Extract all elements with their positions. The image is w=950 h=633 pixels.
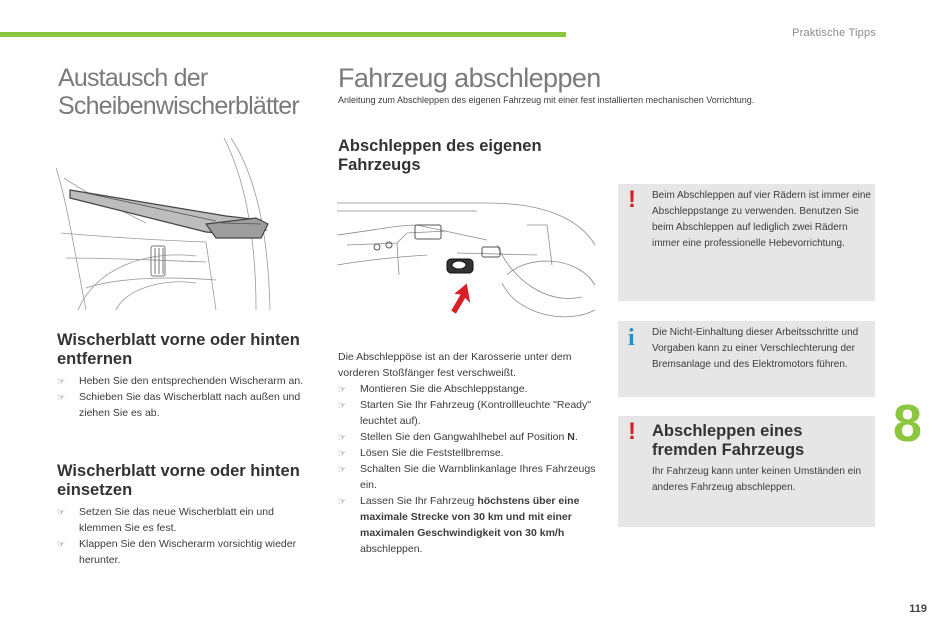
pointing-hand-icon: ☞ xyxy=(338,464,347,474)
header-accent-bar xyxy=(0,32,566,37)
tow-own-vehicle-body xyxy=(338,349,603,557)
warning-box-four-wheels xyxy=(618,184,875,301)
warning-exclamation-icon: ! xyxy=(628,418,636,445)
towing-intro: Anleitung zum Abschleppen des eigenen Fahrzeug mit einer fest installierten mechanischen Vorrichtung. xyxy=(338,95,755,105)
remove-wiper-heading: Wischerblatt vorne oder hinten entfernen xyxy=(57,331,300,368)
list-item: ☞ Schieben Sie das Wischerblatt nach außen und ziehen Sie es ab. xyxy=(57,391,301,419)
remove-wiper-steps xyxy=(57,373,312,421)
list-item: ☞ Lösen Sie die Feststellbremse. xyxy=(338,447,504,459)
info-box-procedure xyxy=(618,321,875,397)
pointing-hand-icon: ☞ xyxy=(338,432,347,442)
tow-eye-illustration xyxy=(337,185,597,325)
wiper-illustration xyxy=(56,138,272,310)
pointing-hand-icon: ☞ xyxy=(338,384,347,394)
list-item: ☞ Montieren Sie die Abschleppstange. xyxy=(338,383,528,395)
list-item: ☞ Stellen Sie den Gangwahlhebel auf Position N. xyxy=(338,431,578,443)
tow-own-vehicle-steps xyxy=(338,381,603,557)
pointing-hand-icon: ☞ xyxy=(338,448,347,458)
warning-text: Beim Abschleppen auf vier Rädern ist immer eine Abschleppstange zu verwenden. Benutzen Sie beim Abschleppen auf lediglich zwei Rädern immer eine professionelle Hebevorrichtung. xyxy=(652,190,871,249)
warning-exclamation-icon: ! xyxy=(628,186,636,213)
pointing-hand-icon: ☞ xyxy=(338,400,347,410)
chapter-number: 8 xyxy=(893,395,922,453)
wiper-section-title: Austausch der Scheibenwischerblätter xyxy=(58,64,299,120)
list-item: ☞ Heben Sie den entsprechenden Wischerarm an. xyxy=(57,375,304,387)
warning-box-towing-other xyxy=(618,416,875,527)
insert-wiper-heading: Wischerblatt vorne oder hinten einsetzen xyxy=(57,462,300,499)
towing-section-title: Fahrzeug abschleppen xyxy=(338,63,601,93)
pointing-hand-icon: ☞ xyxy=(57,539,66,549)
page-number: 119 xyxy=(909,603,927,615)
list-item: ☞ Starten Sie Ihr Fahrzeug (Kontrollleuchte "Ready" leuchtet auf). xyxy=(338,399,591,427)
info-text: Die Nicht-Einhaltung dieser Arbeitsschritte und Vorgaben kann zu einer Verschlechterung der Bremsanlage und des Elektromotors führen. xyxy=(652,327,859,370)
list-item: ☞ Setzen Sie das neue Wischerblatt ein und klemmen Sie es fest. xyxy=(57,506,274,534)
insert-wiper-steps xyxy=(57,504,312,568)
pointing-hand-icon: ☞ xyxy=(57,507,66,517)
pointing-hand-icon: ☞ xyxy=(338,496,347,506)
pointing-hand-icon: ☞ xyxy=(57,376,66,386)
pointing-hand-icon: ☞ xyxy=(57,392,66,402)
section-label: Praktische Tipps xyxy=(792,27,876,39)
list-item: ☞ Klappen Sie den Wischerarm vorsichtig wieder herunter. xyxy=(57,538,297,566)
list-item: ☞ Lassen Sie Ihr Fahrzeug höchstens über eine maximale Strecke von 30 km und mit einer maximalen Geschwindigkeit von 30 km/h abschleppen. xyxy=(338,495,580,555)
info-icon: i xyxy=(628,325,635,351)
list-item: ☞ Schalten Sie die Warnblinkanlage Ihres Fahrzeugs ein. xyxy=(338,463,596,491)
warning-text: Ihr Fahrzeug kann unter keinen Umständen ein anderes Fahrzeug abschleppen. xyxy=(652,466,862,493)
tow-eye-location: Die Abschleppöse ist an der Karosserie unter dem vorderen Stoßfänger fest verschweißt. xyxy=(338,351,572,379)
tow-other-vehicle-heading: Abschleppen eines fremden Fahrzeugs xyxy=(652,422,805,459)
tow-own-vehicle-heading: Abschleppen des eigenen Fahrzeugs xyxy=(338,137,542,174)
